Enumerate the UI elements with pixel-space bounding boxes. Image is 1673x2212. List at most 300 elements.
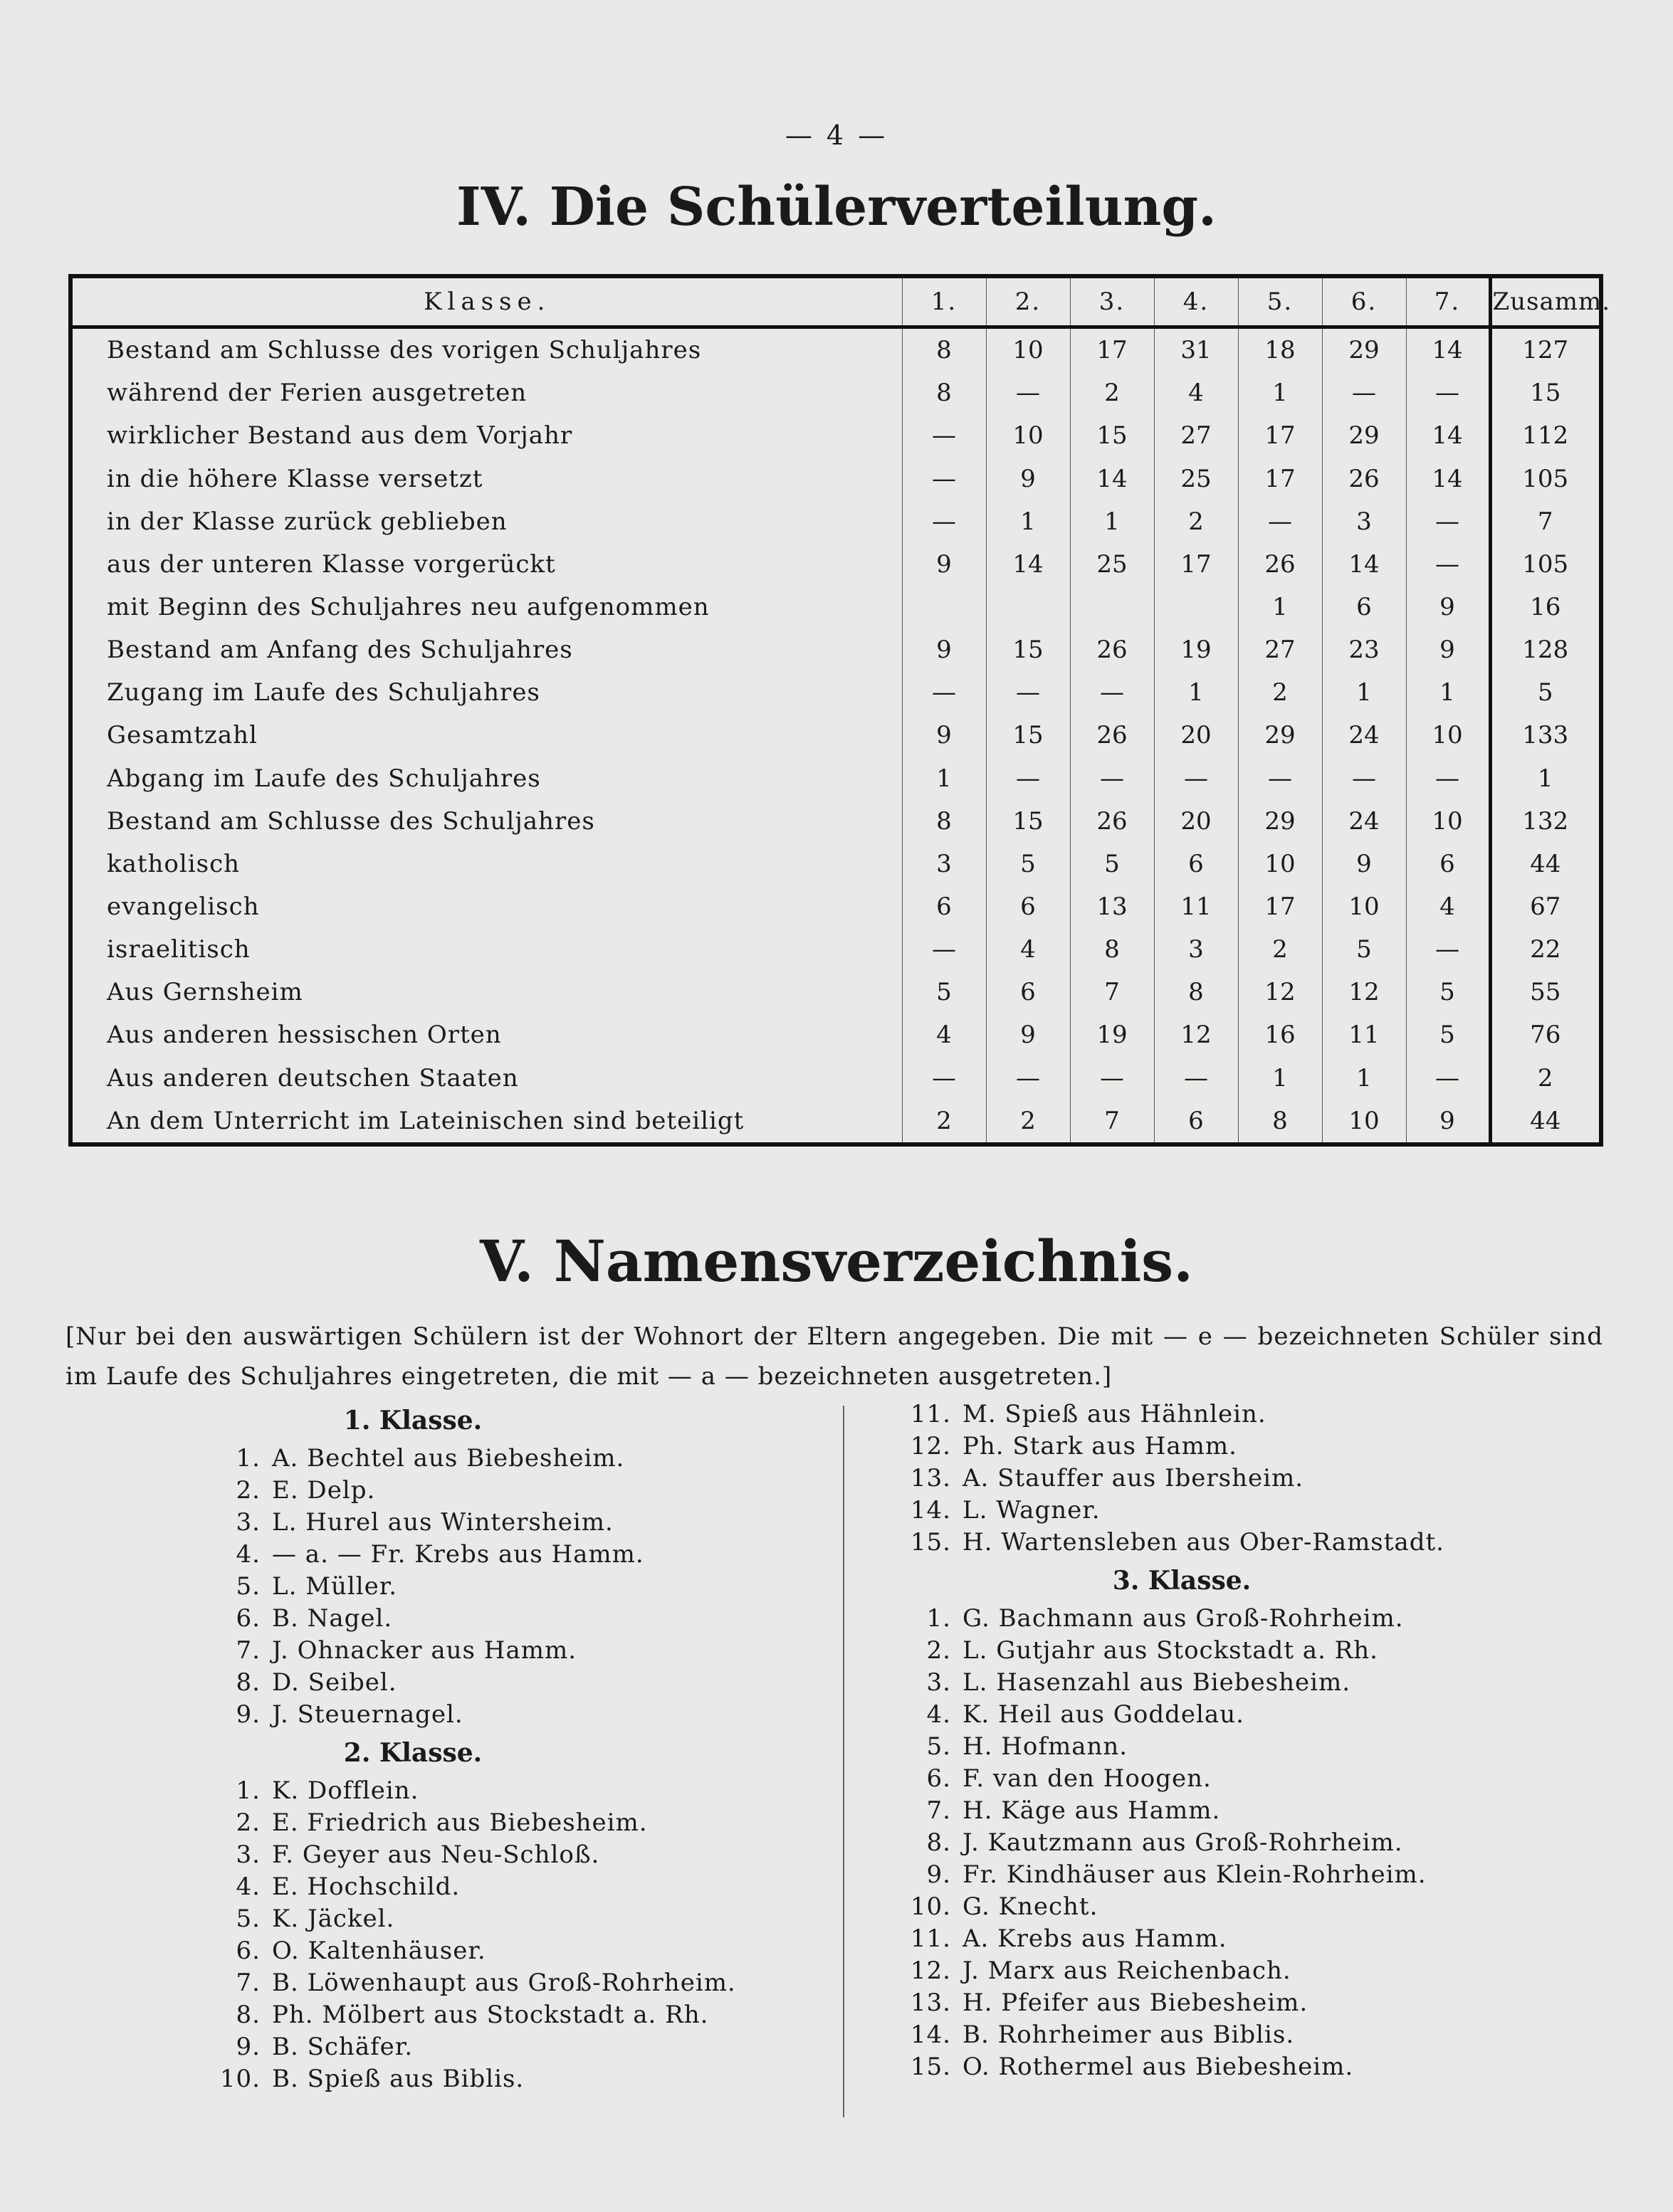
- list-item: [214, 1667, 826, 1699]
- cell-klasse-6: 29: [1322, 414, 1406, 457]
- cell-klasse-4: —: [1154, 1056, 1238, 1099]
- cell-klasse-1: —: [902, 458, 986, 500]
- cell-klasse-4: 25: [1154, 458, 1238, 500]
- row-label: Zugang im Laufe des Schuljahres: [107, 678, 540, 707]
- list-item: [904, 1763, 1545, 1795]
- page-number: — 4 —: [785, 120, 888, 151]
- entry-number: 11.: [910, 1924, 951, 1953]
- row-label: aus der unteren Klasse vorgerückt: [107, 549, 556, 579]
- cell-klasse-5: —: [1238, 500, 1322, 543]
- table-row: [70, 1100, 1601, 1144]
- entry-name: — a. — Fr. Krebs aus Hamm.: [272, 1540, 644, 1569]
- column-header-klasse-3: 3.: [1070, 276, 1154, 327]
- cell-klasse-4: 8: [1154, 971, 1238, 1013]
- row-label: Gesamtzahl: [107, 721, 258, 750]
- entry-name: Fr. Kindhäuser aus Klein-Rohrheim.: [963, 1860, 1427, 1889]
- entry-number: 15.: [910, 2053, 951, 2081]
- cell-klasse-4: 11: [1154, 885, 1238, 928]
- cell-klasse-2: —: [986, 1056, 1070, 1099]
- cell-klasse-5: 29: [1238, 714, 1322, 757]
- entry-name: G. Bachmann aus Groß-Rohrheim.: [963, 1604, 1404, 1633]
- list-item: [904, 1891, 1545, 1923]
- cell-klasse-7: 6: [1406, 843, 1490, 885]
- entry-name: L. Müller.: [272, 1572, 398, 1601]
- list-item: [214, 1839, 826, 1871]
- list-item: [904, 2051, 1545, 2083]
- cell-klasse-1: —: [902, 414, 986, 457]
- cell-klasse-6: —: [1322, 757, 1406, 800]
- list-item: [214, 1807, 826, 1839]
- cell-klasse-3: 1: [1070, 500, 1154, 543]
- cell-klasse-1: 5: [902, 971, 986, 1013]
- cell-klasse-1: [902, 586, 986, 628]
- klasse-3-heading: 3. Klasse.: [1112, 1566, 1252, 1596]
- entry-number: 9.: [236, 1700, 261, 1729]
- list-item: [904, 2019, 1545, 2051]
- entry-number: 2.: [236, 1808, 261, 1837]
- table-body: [70, 327, 1601, 1145]
- cell-klasse-7: 9: [1406, 628, 1490, 671]
- entry-name: H. Wartensleben aus Ober-Ramstadt.: [963, 1528, 1444, 1557]
- entry-name: K. Jäckel.: [272, 1905, 395, 1933]
- cell-klasse-2: 14: [986, 543, 1070, 586]
- entry-number: 7.: [926, 1796, 951, 1825]
- entry-number: 5.: [236, 1572, 261, 1601]
- list-item: [214, 1775, 826, 1807]
- cell-klasse-7: 9: [1406, 1100, 1490, 1144]
- row-label: Aus anderen deutschen Staaten: [107, 1063, 519, 1092]
- cell-klasse-4: 1: [1154, 671, 1238, 714]
- cell-klasse-2: [986, 586, 1070, 628]
- table-row: [70, 458, 1601, 500]
- entry-number: 1.: [236, 1444, 261, 1473]
- cell-klasse-7: —: [1406, 372, 1490, 414]
- table-row: [70, 1056, 1601, 1099]
- column-header-klasse-4: 4.: [1154, 276, 1238, 327]
- entry-number: 11.: [910, 1400, 951, 1428]
- cell-klasse-4: 2: [1154, 500, 1238, 543]
- cell-klasse-3: 7: [1070, 971, 1154, 1013]
- table-row: [70, 327, 1601, 372]
- entry-number: 6.: [236, 1937, 261, 1965]
- cell-klasse-3: —: [1070, 1056, 1154, 1099]
- cell-klasse-6: 3: [1322, 500, 1406, 543]
- row-label: wirklicher Bestand aus dem Vorjahr: [107, 421, 573, 451]
- entry-number: 6.: [926, 1764, 951, 1793]
- cell-klasse-4: 20: [1154, 800, 1238, 843]
- cell-klasse-5: 17: [1238, 414, 1322, 457]
- entry-name: E. Hochschild.: [272, 1873, 461, 1901]
- cell-klasse-5: 2: [1238, 671, 1322, 714]
- cell-klasse-4: 4: [1154, 372, 1238, 414]
- cell-zusammen: 128: [1490, 628, 1601, 671]
- cell-klasse-4: 17: [1154, 543, 1238, 586]
- entry-number: 12.: [910, 1432, 951, 1460]
- cell-klasse-7: 5: [1406, 1013, 1490, 1056]
- entry-number: 4.: [236, 1540, 261, 1569]
- entry-name: F. van den Hoogen.: [963, 1764, 1212, 1793]
- cell-klasse-6: 14: [1322, 543, 1406, 586]
- list-item: [904, 1603, 1545, 1635]
- entry-name: J. Steuernagel.: [272, 1700, 463, 1729]
- cell-zusammen: 133: [1490, 714, 1601, 757]
- list-item: [904, 1495, 1545, 1527]
- cell-klasse-2: 10: [986, 327, 1070, 372]
- entry-name: L. Hurel aus Wintersheim.: [272, 1508, 614, 1537]
- entry-number: 2.: [926, 1636, 951, 1665]
- cell-klasse-7: 14: [1406, 458, 1490, 500]
- cell-klasse-6: 26: [1322, 458, 1406, 500]
- entry-number: 9.: [236, 2033, 261, 2061]
- row-label: Bestand am Schlusse des vorigen Schuljahres: [107, 336, 702, 365]
- cell-klasse-2: 6: [986, 885, 1070, 928]
- section-title-schuelerverteilung: IV. Die Schülerverteilung.: [456, 177, 1217, 238]
- cell-klasse-4: 3: [1154, 928, 1238, 971]
- list-item: [214, 1539, 826, 1571]
- entry-name: K. Dofflein.: [272, 1776, 419, 1805]
- cell-klasse-4: —: [1154, 757, 1238, 800]
- entry-name: J. Ohnacker aus Hamm.: [272, 1636, 577, 1665]
- row-label: Bestand am Anfang des Schuljahres: [107, 636, 573, 665]
- entry-name: D. Seibel.: [272, 1668, 397, 1697]
- cell-klasse-6: 6: [1322, 586, 1406, 628]
- cell-klasse-4: [1154, 586, 1238, 628]
- cell-klasse-5: 10: [1238, 843, 1322, 885]
- cell-klasse-1: 1: [902, 757, 986, 800]
- cell-klasse-1: 4: [902, 1013, 986, 1056]
- klasse-1-list: [214, 1443, 826, 1731]
- entry-name: E. Friedrich aus Biebesheim.: [272, 1808, 648, 1837]
- cell-klasse-3: 19: [1070, 1013, 1154, 1056]
- cell-klasse-7: —: [1406, 543, 1490, 586]
- list-item: [214, 1603, 826, 1635]
- entry-name: L. Gutjahr aus Stockstadt a. Rh.: [963, 1636, 1378, 1665]
- entry-number: 3.: [236, 1840, 261, 1869]
- cell-klasse-2: —: [986, 671, 1070, 714]
- entry-name: B. Nagel.: [272, 1604, 393, 1633]
- entry-name: O. Kaltenhäuser.: [272, 1937, 486, 1965]
- cell-klasse-3: 25: [1070, 543, 1154, 586]
- cell-zusammen: 76: [1490, 1013, 1601, 1056]
- column-divider: [843, 1406, 844, 2117]
- cell-klasse-5: 29: [1238, 800, 1322, 843]
- cell-zusammen: 7: [1490, 500, 1601, 543]
- cell-klasse-6: 10: [1322, 885, 1406, 928]
- cell-klasse-1: 9: [902, 543, 986, 586]
- entry-number: 4.: [236, 1873, 261, 1901]
- list-item: [904, 1527, 1545, 1559]
- cell-klasse-5: 1: [1238, 372, 1322, 414]
- cell-klasse-2: 15: [986, 628, 1070, 671]
- table-row: [70, 757, 1601, 800]
- cell-klasse-3: 26: [1070, 714, 1154, 757]
- entry-number: 1.: [236, 1776, 261, 1805]
- cell-klasse-4: 12: [1154, 1013, 1238, 1056]
- cell-klasse-4: 6: [1154, 843, 1238, 885]
- list-item: [214, 1871, 826, 1903]
- cell-klasse-2: 15: [986, 714, 1070, 757]
- entry-number: 12.: [910, 1956, 951, 1985]
- klasse-2-list-part1: [214, 1775, 826, 2095]
- cell-klasse-6: 24: [1322, 800, 1406, 843]
- list-item: [214, 1999, 826, 2031]
- table-row: [70, 885, 1601, 928]
- entry-number: 7.: [236, 1636, 261, 1665]
- entry-number: 8.: [236, 1668, 261, 1697]
- entry-name: B. Löwenhaupt aus Groß-Rohrheim.: [272, 1969, 736, 1997]
- cell-zusammen: 16: [1490, 586, 1601, 628]
- cell-klasse-2: —: [986, 372, 1070, 414]
- list-item: [904, 1431, 1545, 1463]
- cell-klasse-6: 29: [1322, 327, 1406, 372]
- entry-number: 3.: [926, 1668, 951, 1697]
- cell-klasse-2: —: [986, 757, 1070, 800]
- table-row: [70, 414, 1601, 457]
- column-header-klasse-2: 2.: [986, 276, 1070, 327]
- cell-klasse-3: 8: [1070, 928, 1154, 971]
- column-header-klasse-5: 5.: [1238, 276, 1322, 327]
- cell-klasse-7: 14: [1406, 327, 1490, 372]
- entry-number: 8.: [236, 2001, 261, 2029]
- klasse-2-list-part2: [904, 1399, 1545, 1559]
- row-label: evangelisch: [107, 892, 260, 921]
- list-item: [214, 1635, 826, 1667]
- cell-klasse-7: —: [1406, 500, 1490, 543]
- cell-klasse-2: 9: [986, 458, 1070, 500]
- table-row: [70, 543, 1601, 586]
- cell-zusammen: 15: [1490, 372, 1601, 414]
- list-item: [904, 1635, 1545, 1667]
- cell-klasse-7: 14: [1406, 414, 1490, 457]
- schuelerverteilung-table: [68, 274, 1611, 1147]
- klasse-2-heading: 2. Klasse.: [343, 1738, 483, 1768]
- cell-klasse-5: 17: [1238, 458, 1322, 500]
- list-item: [904, 1987, 1545, 2019]
- table-row: [70, 372, 1601, 414]
- table-row: [70, 714, 1601, 757]
- cell-klasse-1: —: [902, 928, 986, 971]
- cell-klasse-3: 7: [1070, 1100, 1154, 1144]
- entry-name: H. Käge aus Hamm.: [963, 1796, 1221, 1825]
- entry-name: F. Geyer aus Neu-Schloß.: [272, 1840, 600, 1869]
- table-row: [70, 1013, 1601, 1056]
- list-item: [214, 2063, 826, 2095]
- table-row: [70, 586, 1601, 628]
- list-item: [214, 1935, 826, 1967]
- list-item: [904, 1955, 1545, 1987]
- row-label: mit Beginn des Schuljahres neu aufgenommen: [107, 593, 710, 621]
- cell-klasse-5: 26: [1238, 543, 1322, 586]
- cell-zusammen: 55: [1490, 971, 1601, 1013]
- cell-klasse-5: 1: [1238, 586, 1322, 628]
- cell-klasse-5: 1: [1238, 1056, 1322, 1099]
- entry-name: L. Hasenzahl aus Biebesheim.: [963, 1668, 1351, 1697]
- cell-klasse-3: —: [1070, 671, 1154, 714]
- cell-klasse-1: —: [902, 500, 986, 543]
- entry-number: 13.: [910, 1989, 951, 2017]
- cell-klasse-3: 26: [1070, 628, 1154, 671]
- cell-klasse-2: 2: [986, 1100, 1070, 1144]
- entry-number: 13.: [910, 1464, 951, 1492]
- entry-name: A. Stauffer aus Ibersheim.: [963, 1464, 1304, 1492]
- row-label: in der Klasse zurück geblieben: [107, 507, 508, 536]
- cell-klasse-1: 8: [902, 372, 986, 414]
- cell-klasse-3: —: [1070, 757, 1154, 800]
- entry-number: 14.: [910, 1496, 951, 1524]
- list-item: [904, 1463, 1545, 1495]
- column-header-klasse-7: 7.: [1406, 276, 1490, 327]
- cell-klasse-1: —: [902, 671, 986, 714]
- row-label: An dem Unterricht im Lateinischen sind beteiligt: [107, 1106, 745, 1135]
- entry-name: J. Marx aus Reichenbach.: [963, 1956, 1291, 1985]
- list-item: [904, 1399, 1545, 1431]
- cell-klasse-5: 16: [1238, 1013, 1322, 1056]
- cell-zusammen: 105: [1490, 543, 1601, 586]
- entry-number: 9.: [926, 1860, 951, 1889]
- list-item: [214, 2031, 826, 2063]
- cell-klasse-6: 11: [1322, 1013, 1406, 1056]
- entry-name: K. Heil aus Goddelau.: [963, 1700, 1244, 1729]
- cell-klasse-3: 17: [1070, 327, 1154, 372]
- list-item: [214, 1967, 826, 1999]
- cell-klasse-6: 12: [1322, 971, 1406, 1013]
- entry-name: H. Pfeifer aus Biebesheim.: [963, 1989, 1308, 2017]
- entry-name: G. Knecht.: [963, 1892, 1098, 1921]
- cell-klasse-7: —: [1406, 757, 1490, 800]
- list-item: [214, 1507, 826, 1539]
- entry-name: E. Delp.: [272, 1476, 376, 1505]
- cell-klasse-4: 31: [1154, 327, 1238, 372]
- cell-klasse-5: 17: [1238, 885, 1322, 928]
- cell-klasse-6: —: [1322, 372, 1406, 414]
- entry-name: B. Rohrheimer aus Biblis.: [963, 2021, 1295, 2049]
- entry-name: Ph. Mölbert aus Stockstadt a. Rh.: [272, 2001, 709, 2029]
- row-label: während der Ferien ausgetreten: [107, 379, 528, 408]
- cell-klasse-7: 4: [1406, 885, 1490, 928]
- cell-klasse-5: 2: [1238, 928, 1322, 971]
- entry-name: Ph. Stark aus Hamm.: [963, 1432, 1237, 1460]
- entry-number: 15.: [910, 1528, 951, 1557]
- cell-klasse-5: 12: [1238, 971, 1322, 1013]
- cell-klasse-5: 8: [1238, 1100, 1322, 1144]
- table-row: [70, 800, 1601, 843]
- entry-name: O. Rothermel aus Biebesheim.: [963, 2053, 1354, 2081]
- cell-klasse-7: 10: [1406, 714, 1490, 757]
- list-item: [214, 1699, 826, 1731]
- cell-klasse-6: 1: [1322, 671, 1406, 714]
- list-item: [214, 1475, 826, 1507]
- cell-zusammen: 5: [1490, 671, 1601, 714]
- cell-klasse-3: 2: [1070, 372, 1154, 414]
- cell-klasse-1: 8: [902, 800, 986, 843]
- entry-number: 10.: [910, 1892, 951, 1921]
- cell-klasse-2: 10: [986, 414, 1070, 457]
- klasse-3-list: [904, 1603, 1545, 2083]
- cell-zusammen: 112: [1490, 414, 1601, 457]
- row-label: katholisch: [107, 849, 241, 878]
- cell-zusammen: 1: [1490, 757, 1601, 800]
- cell-klasse-1: 9: [902, 628, 986, 671]
- cell-zusammen: 22: [1490, 928, 1601, 971]
- cell-klasse-3: 26: [1070, 800, 1154, 843]
- cell-klasse-3: 5: [1070, 843, 1154, 885]
- cell-klasse-4: 6: [1154, 1100, 1238, 1144]
- table-header-row: [70, 276, 1601, 327]
- cell-klasse-2: 1: [986, 500, 1070, 543]
- cell-klasse-6: 23: [1322, 628, 1406, 671]
- cell-zusammen: 132: [1490, 800, 1601, 843]
- entry-number: 8.: [926, 1828, 951, 1857]
- table-row: [70, 928, 1601, 971]
- cell-klasse-6: 1: [1322, 1056, 1406, 1099]
- list-item: [904, 1699, 1545, 1731]
- entry-name: A. Bechtel aus Biebesheim.: [272, 1444, 625, 1473]
- klasse-1-heading: 1. Klasse.: [343, 1406, 483, 1436]
- cell-klasse-6: 10: [1322, 1100, 1406, 1144]
- cell-zusammen: 44: [1490, 843, 1601, 885]
- cell-klasse-1: 6: [902, 885, 986, 928]
- entry-name: H. Hofmann.: [963, 1732, 1128, 1761]
- cell-zusammen: 2: [1490, 1056, 1601, 1099]
- entry-number: 5.: [926, 1732, 951, 1761]
- column-header-zusammen: Zusamm.: [1490, 276, 1601, 327]
- cell-klasse-6: 5: [1322, 928, 1406, 971]
- cell-zusammen: 44: [1490, 1100, 1601, 1144]
- list-item: [904, 1827, 1545, 1859]
- editorial-note: [Nur bei den auswärtigen Schülern ist der Wohnort der Eltern angegeben. Die mit — e — bezeichneten Schüler sind im Laufe des Schuljahres eingetreten, die mit — a — bezeichneten ausgetreten.]: [65, 1322, 1603, 1391]
- cell-klasse-4: 27: [1154, 414, 1238, 457]
- cell-zusammen: 67: [1490, 885, 1601, 928]
- list-item: [904, 1795, 1545, 1827]
- entry-name: B. Schäfer.: [272, 2033, 414, 2061]
- cell-klasse-1: 2: [902, 1100, 986, 1144]
- entry-name: A. Krebs aus Hamm.: [963, 1924, 1227, 1953]
- cell-klasse-6: 24: [1322, 714, 1406, 757]
- table-row: [70, 971, 1601, 1013]
- table-row: [70, 628, 1601, 671]
- cell-klasse-7: —: [1406, 928, 1490, 971]
- cell-klasse-1: 9: [902, 714, 986, 757]
- row-label: Bestand am Schlusse des Schuljahres: [107, 806, 595, 836]
- section-title-namensverzeichnis: V. Namensverzeichnis.: [479, 1228, 1194, 1295]
- row-label: Aus anderen hessischen Orten: [107, 1021, 502, 1050]
- cell-klasse-2: 15: [986, 800, 1070, 843]
- row-label: israelitisch: [107, 935, 251, 964]
- cell-klasse-4: 20: [1154, 714, 1238, 757]
- column-header-klasse-1: 1.: [902, 276, 986, 327]
- cell-klasse-3: 14: [1070, 458, 1154, 500]
- cell-klasse-2: 5: [986, 843, 1070, 885]
- list-item: [214, 1903, 826, 1935]
- entry-number: 4.: [926, 1700, 951, 1729]
- entry-name: L. Wagner.: [963, 1496, 1101, 1524]
- cell-klasse-7: —: [1406, 1056, 1490, 1099]
- cell-klasse-1: 8: [902, 327, 986, 372]
- entry-number: 10.: [219, 2065, 261, 2093]
- cell-klasse-7: 1: [1406, 671, 1490, 714]
- cell-klasse-5: 27: [1238, 628, 1322, 671]
- cell-klasse-7: 10: [1406, 800, 1490, 843]
- names-column-right: [904, 1399, 1545, 2083]
- cell-klasse-6: 9: [1322, 843, 1406, 885]
- list-item: [214, 1443, 826, 1475]
- cell-klasse-4: 19: [1154, 628, 1238, 671]
- cell-klasse-5: 18: [1238, 327, 1322, 372]
- row-label: in die höhere Klasse versetzt: [107, 464, 483, 493]
- entry-number: 3.: [236, 1508, 261, 1537]
- list-item: [904, 1859, 1545, 1891]
- entry-name: J. Kautzmann aus Groß-Rohrheim.: [963, 1828, 1403, 1857]
